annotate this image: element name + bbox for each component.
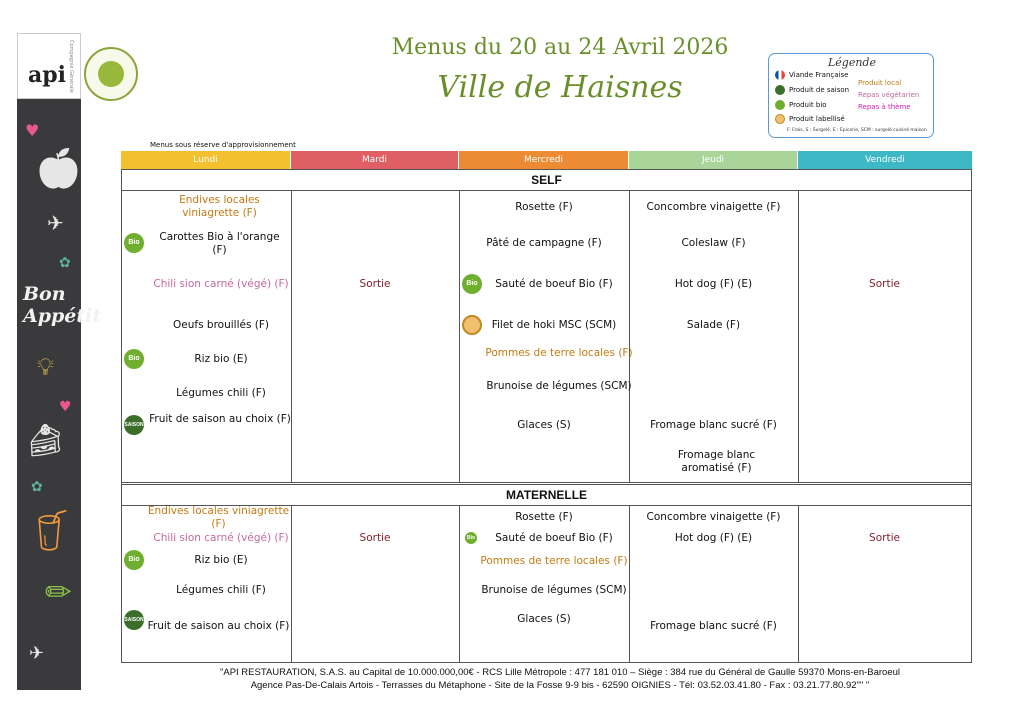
seasonal-product-icon bbox=[775, 85, 785, 95]
menu-item: Coleslaw (F) bbox=[681, 237, 746, 249]
menu-item: Sauté de boeuf Bio (F) bbox=[495, 278, 613, 290]
menu-item: Hot dog (F) (E) bbox=[674, 278, 753, 290]
paper-plane-icon: ✈ bbox=[47, 211, 64, 235]
bio-icon bbox=[775, 100, 785, 110]
menu-table bbox=[121, 169, 972, 663]
menu-item: Rosette (F) bbox=[515, 511, 573, 523]
menu-item: Sortie bbox=[359, 532, 391, 544]
legend-title: Légende bbox=[827, 56, 876, 69]
menu-item: Fruit de saison au choix (F) bbox=[147, 620, 290, 632]
flower-icon: ✿ bbox=[31, 479, 43, 495]
menu-item: Riz bio (E) bbox=[194, 554, 248, 566]
menu-item: Oeufs brouillés (F) bbox=[173, 319, 269, 331]
legend-item: Produit de saison bbox=[775, 85, 849, 95]
menu-item: Riz bio (E) bbox=[194, 353, 248, 365]
heart-icon: ♥ bbox=[25, 121, 40, 140]
menu-item: Sauté de boeuf Bio (F) bbox=[495, 532, 613, 544]
flower-icon: ✿ bbox=[59, 255, 71, 271]
legend-theme: Repas à thème bbox=[858, 103, 911, 111]
menu-item: Filet de hoki MSC (SCM) bbox=[491, 319, 617, 331]
seasonal-product-icon: SAISON bbox=[124, 610, 144, 630]
bio-icon: Bio bbox=[124, 550, 144, 570]
day-header-jeudi: Jeudi bbox=[629, 151, 797, 169]
day-header-vendredi: Vendredi bbox=[798, 151, 972, 169]
menu-item: Rosette (F) bbox=[515, 201, 573, 213]
menu-item: Fromage blanc sucré (F) bbox=[650, 419, 777, 431]
bio-icon: Bio bbox=[462, 274, 482, 294]
seasonal-product-icon: SAISON bbox=[124, 415, 144, 435]
menu-title: Menus du 20 au 24 Avril 2026 bbox=[391, 35, 729, 60]
day-header-mardi: Mardi bbox=[291, 151, 458, 169]
menu-item: Endives locales viniagrette (F) bbox=[179, 194, 260, 219]
lightbulb-icon: 💡︎ bbox=[37, 353, 54, 381]
menu-item: Sortie bbox=[869, 278, 900, 290]
menu-item: Légumes chili (F) bbox=[176, 387, 266, 399]
footer-line-1: "API RESTAURATION, S.A.S. au Capital de 10.000.000,00€ - RCS Lille Métropole : 477 181 010 – Siège : 384 rue du Général de Gaulle 59370 Mons-en-Baroeul bbox=[219, 667, 901, 678]
city-title: Ville de Haisnes bbox=[437, 70, 683, 105]
menu-item: Pâté de campagne (F) bbox=[486, 237, 602, 249]
menu-item: Glaces (S) bbox=[517, 419, 571, 431]
logo-subtext: Compagnie Générale bbox=[68, 40, 74, 93]
menu-item: Carottes Bio à l'orange (F) bbox=[159, 231, 280, 256]
legend-item: Produit labellisé bbox=[775, 114, 845, 124]
menu-item: Chili sion carné (végé) (F) bbox=[153, 278, 289, 290]
paper-plane-icon: ✈ bbox=[29, 643, 45, 664]
drink-icon: 🥤︎ bbox=[27, 508, 78, 554]
menu-item: Brunoise de légumes (SCM) bbox=[486, 380, 632, 392]
bio-icon: Bio bbox=[465, 532, 477, 544]
menu-item: Endives locales viniagrette (F) bbox=[147, 505, 290, 530]
menu-item: Salade (F) bbox=[686, 319, 741, 331]
day-header-lundi: Lundi bbox=[121, 151, 290, 169]
legend-box bbox=[768, 53, 934, 138]
french-flag-icon bbox=[775, 70, 785, 80]
menu-item: Légumes chili (F) bbox=[176, 584, 266, 596]
menu-item: Pommes de terre locales (F) bbox=[480, 555, 628, 567]
footer-line-2: Agence Pas-De-Calais Artois - Terrasses du Métaphone - Site de la Fosse 9-9 bis - 62590 OIGNIES - Tél: 03.52.03.41.80 - Fax : 03.21.77.80.92"" " bbox=[250, 680, 870, 691]
menu-item: Hot dog (F) (E) bbox=[674, 532, 753, 544]
heart-icon: ♥ bbox=[59, 399, 72, 415]
logo-text: api bbox=[28, 62, 66, 88]
supply-note: Menus sous réserve d'approvisionnement bbox=[150, 141, 296, 149]
bio-icon: Bio bbox=[124, 349, 144, 369]
menu-item: Sortie bbox=[359, 278, 391, 290]
menu-item: Sortie bbox=[869, 532, 900, 544]
section-self: SELF bbox=[122, 170, 971, 191]
legend-item: Viande Française bbox=[775, 70, 848, 80]
apple-icon: 🍎︎ bbox=[33, 146, 84, 192]
menu-item: Brunoise de légumes (SCM) bbox=[481, 584, 627, 596]
cake-icon: 🍰︎ bbox=[25, 421, 66, 459]
menu-item: Glaces (S) bbox=[517, 613, 571, 625]
legend-item: Produit bio bbox=[775, 100, 827, 110]
pencil-icon: ✏ bbox=[45, 573, 72, 611]
legend-local: Produit local bbox=[858, 79, 902, 87]
menu-item: Fromage blanc aromatisé (F) bbox=[677, 449, 756, 474]
menu-item: Fromage blanc sucré (F) bbox=[650, 620, 777, 632]
legend-vegetarian: Repas végétarien bbox=[858, 91, 920, 99]
menu-item: Pommes de terre locales (F) bbox=[485, 347, 633, 359]
menu-item: Concombre vinaigette (F) bbox=[646, 511, 781, 523]
bon-appetit-text: Bon Appétit bbox=[23, 283, 102, 327]
menu-item: Chili sion carné (végé) (F) bbox=[153, 532, 289, 544]
day-header-mercredi: Mercredi bbox=[459, 151, 628, 169]
menu-item: Concombre vinaigette (F) bbox=[646, 201, 781, 213]
label-rosette-icon bbox=[775, 114, 785, 124]
menu-item: Fruit de saison au choix (F) bbox=[149, 413, 291, 425]
bio-icon: Bio bbox=[124, 233, 144, 253]
section-maternelle: MATERNELLE bbox=[122, 484, 971, 506]
legend-footnote: F: Frais, S : Surgelé, E : Epicerie, SCM : surgelé cuisiné maison bbox=[787, 128, 927, 133]
decorative-sidebar bbox=[17, 33, 102, 690]
